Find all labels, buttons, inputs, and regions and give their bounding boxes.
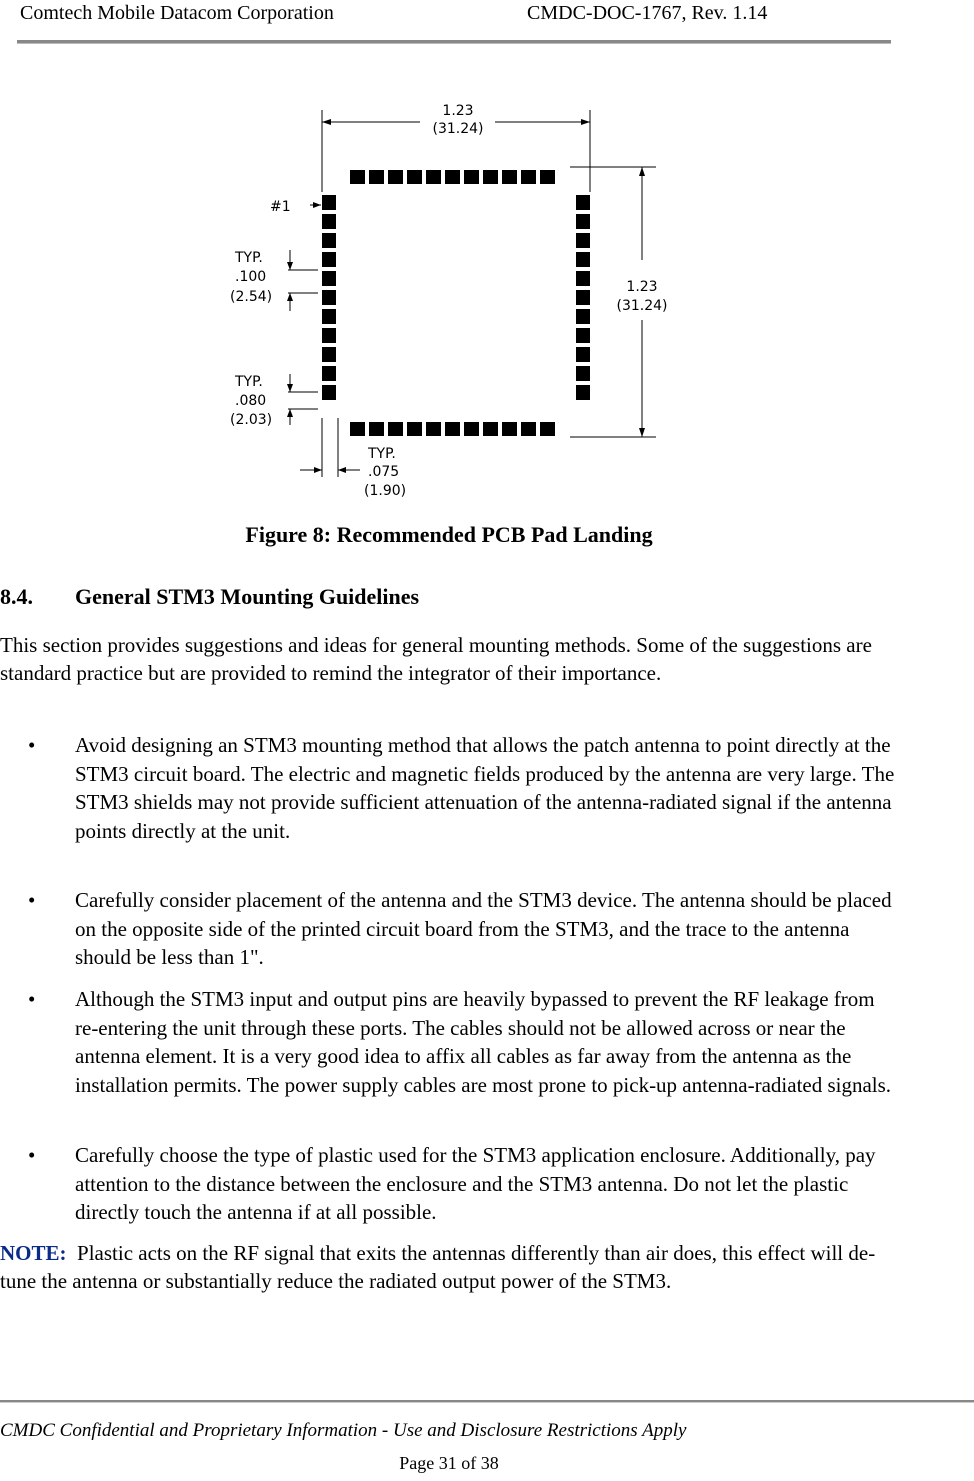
bullet-icon: •	[28, 1143, 36, 1167]
pad-typ-label: TYP.	[235, 374, 263, 390]
footer-confidential: CMDC Confidential and Proprietary Information - Use and Disclosure Restrictions Apply	[0, 1420, 687, 1441]
footer-rule	[0, 1400, 974, 1403]
figure-caption: Figure 8: Recommended PCB Pad Landing	[245, 522, 653, 547]
note-text: Plastic acts on the RF signal that exits the antennas differently than air does, this effect will de-tune the antenna or substantially reduce the radiated output power of the STM3.	[0, 1241, 876, 1293]
width-inches: .075	[368, 464, 400, 480]
bullet-icon: •	[28, 733, 36, 757]
list-item-text: Carefully choose the type of plastic used for the STM3 application enclosure. Additionally, pay attention to the distance between the enclosure and the STM3 antenna. Do not let the plastic directly touch the antenna if at all possible.	[75, 1143, 876, 1224]
width-mm: (1.90)	[364, 483, 407, 499]
pad-mm: (2.03)	[230, 412, 273, 428]
bullet-icon: •	[28, 888, 36, 912]
bullet-icon: •	[28, 987, 36, 1011]
list-item-text: Carefully consider placement of the antenna and the STM3 device. The antenna should be placed on the opposite side of the printed circuit board from the STM3, and the trace to the antenna should be less than 1".	[75, 888, 892, 969]
intro-paragraph: This section provides suggestions and ideas for general mounting methods. Some of the suggestions are standard practice but are provided to remind the integrator of their importance.	[0, 633, 872, 685]
pad-row-bottom	[350, 422, 555, 436]
pitch-typ-label: TYP.	[235, 250, 263, 266]
pad-column-left	[322, 195, 336, 400]
dim-right-inches: 1.23	[626, 279, 658, 295]
pad-inches: .080	[235, 393, 267, 409]
pad-row-top	[350, 170, 555, 184]
pitch-inches: .100	[235, 269, 267, 285]
section-title: General STM3 Mounting Guidelines	[75, 584, 420, 609]
page-number: Page 31 of 38	[399, 1453, 499, 1473]
list-item-text: Avoid designing an STM3 mounting method that allows the patch antenna to point directly at the STM3 circuit board. The electric and magnetic fields produced by the antenna are very large. The STM3 shields may not provide sufficient attenuation of the antenna-radiated signal if the antenna points directly at the unit.	[75, 733, 895, 843]
pad-column-right	[576, 195, 590, 400]
note-paragraph	[0, 1239, 898, 1295]
section-number: 8.4.	[0, 584, 33, 609]
dim-top-mm: (31.24)	[432, 121, 484, 137]
note-label: NOTE:	[0, 1241, 67, 1265]
header-company: Comtech Mobile Datacom Corporation	[20, 2, 334, 24]
header-doc-id: CMDC-DOC-1767, Rev. 1.14	[527, 2, 768, 24]
dim-right-mm: (31.24)	[616, 298, 668, 314]
pin1-label: #1	[270, 199, 291, 215]
dim-top-inches: 1.23	[442, 103, 474, 119]
header-rule	[17, 40, 891, 44]
pitch-mm: (2.54)	[230, 289, 273, 305]
width-typ-label: TYP.	[368, 446, 396, 462]
pcb-pad-landing-figure	[200, 95, 700, 510]
list-item-text: Although the STM3 input and output pins are heavily bypassed to prevent the RF leakage from re-entering the unit through these ports. The cables should not be allowed across or near the antenna element. It is a very good idea to affix all cables as far away from the antenna as the installation permits. The power supply cables are most prone to pick-up antenna-radiated signals.	[75, 987, 892, 1097]
